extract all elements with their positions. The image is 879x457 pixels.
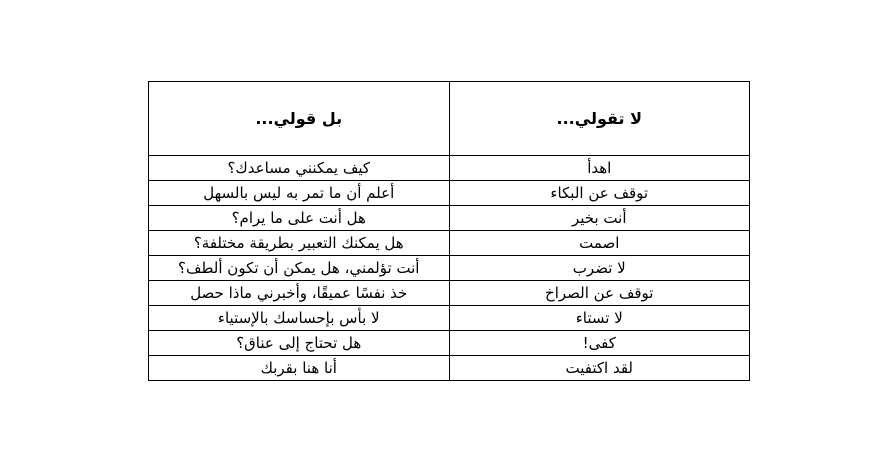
dont-say-cell: كفى! <box>449 331 750 356</box>
table-row <box>149 256 750 281</box>
but-say-cell: خذ نفسًا عميقًا، وأخبرني ماذا حصل <box>149 281 450 306</box>
dont-say-cell: لا تضرب <box>449 256 750 281</box>
but-say-cell: أنا هنا بقربك <box>149 356 450 381</box>
table-row <box>149 356 750 381</box>
but-say-cell: لا بأس بإحساسك بالإستياء <box>149 306 450 331</box>
but-say-cell: أنت تؤلمني، هل يمكن أن تكون ألطف؟ <box>149 256 450 281</box>
table-row <box>149 181 750 206</box>
table-row <box>149 231 750 256</box>
but-say-cell: هل يمكنك التعبير بطريقة مختلفة؟ <box>149 231 450 256</box>
but-say-cell: هل تحتاج إلى عناق؟ <box>149 331 450 356</box>
dont-say-cell: توقف عن البكاء <box>449 181 750 206</box>
dont-say-cell: اصمت <box>449 231 750 256</box>
dont-say-cell: لقد اكتفيت <box>449 356 750 381</box>
dont-say-cell: اهدأ <box>449 156 750 181</box>
table-row <box>149 331 750 356</box>
dont-say-cell: أنت بخير <box>449 206 750 231</box>
but-say-cell: أعلم أن ما تمر به ليس بالسهل <box>149 181 450 206</box>
header-but-say: بل قولي... <box>149 82 450 156</box>
but-say-cell: كيف يمكنني مساعدك؟ <box>149 156 450 181</box>
table-row <box>149 206 750 231</box>
header-dont-say: لا تقولي... <box>449 82 750 156</box>
table-header-row <box>149 82 750 156</box>
dont-say-cell: لا تستاء <box>449 306 750 331</box>
table-row <box>149 156 750 181</box>
phrases-table <box>148 81 750 381</box>
but-say-cell: هل أنت على ما يرام؟ <box>149 206 450 231</box>
dont-say-cell: توقف عن الصراخ <box>449 281 750 306</box>
table-row <box>149 306 750 331</box>
table-row <box>149 281 750 306</box>
